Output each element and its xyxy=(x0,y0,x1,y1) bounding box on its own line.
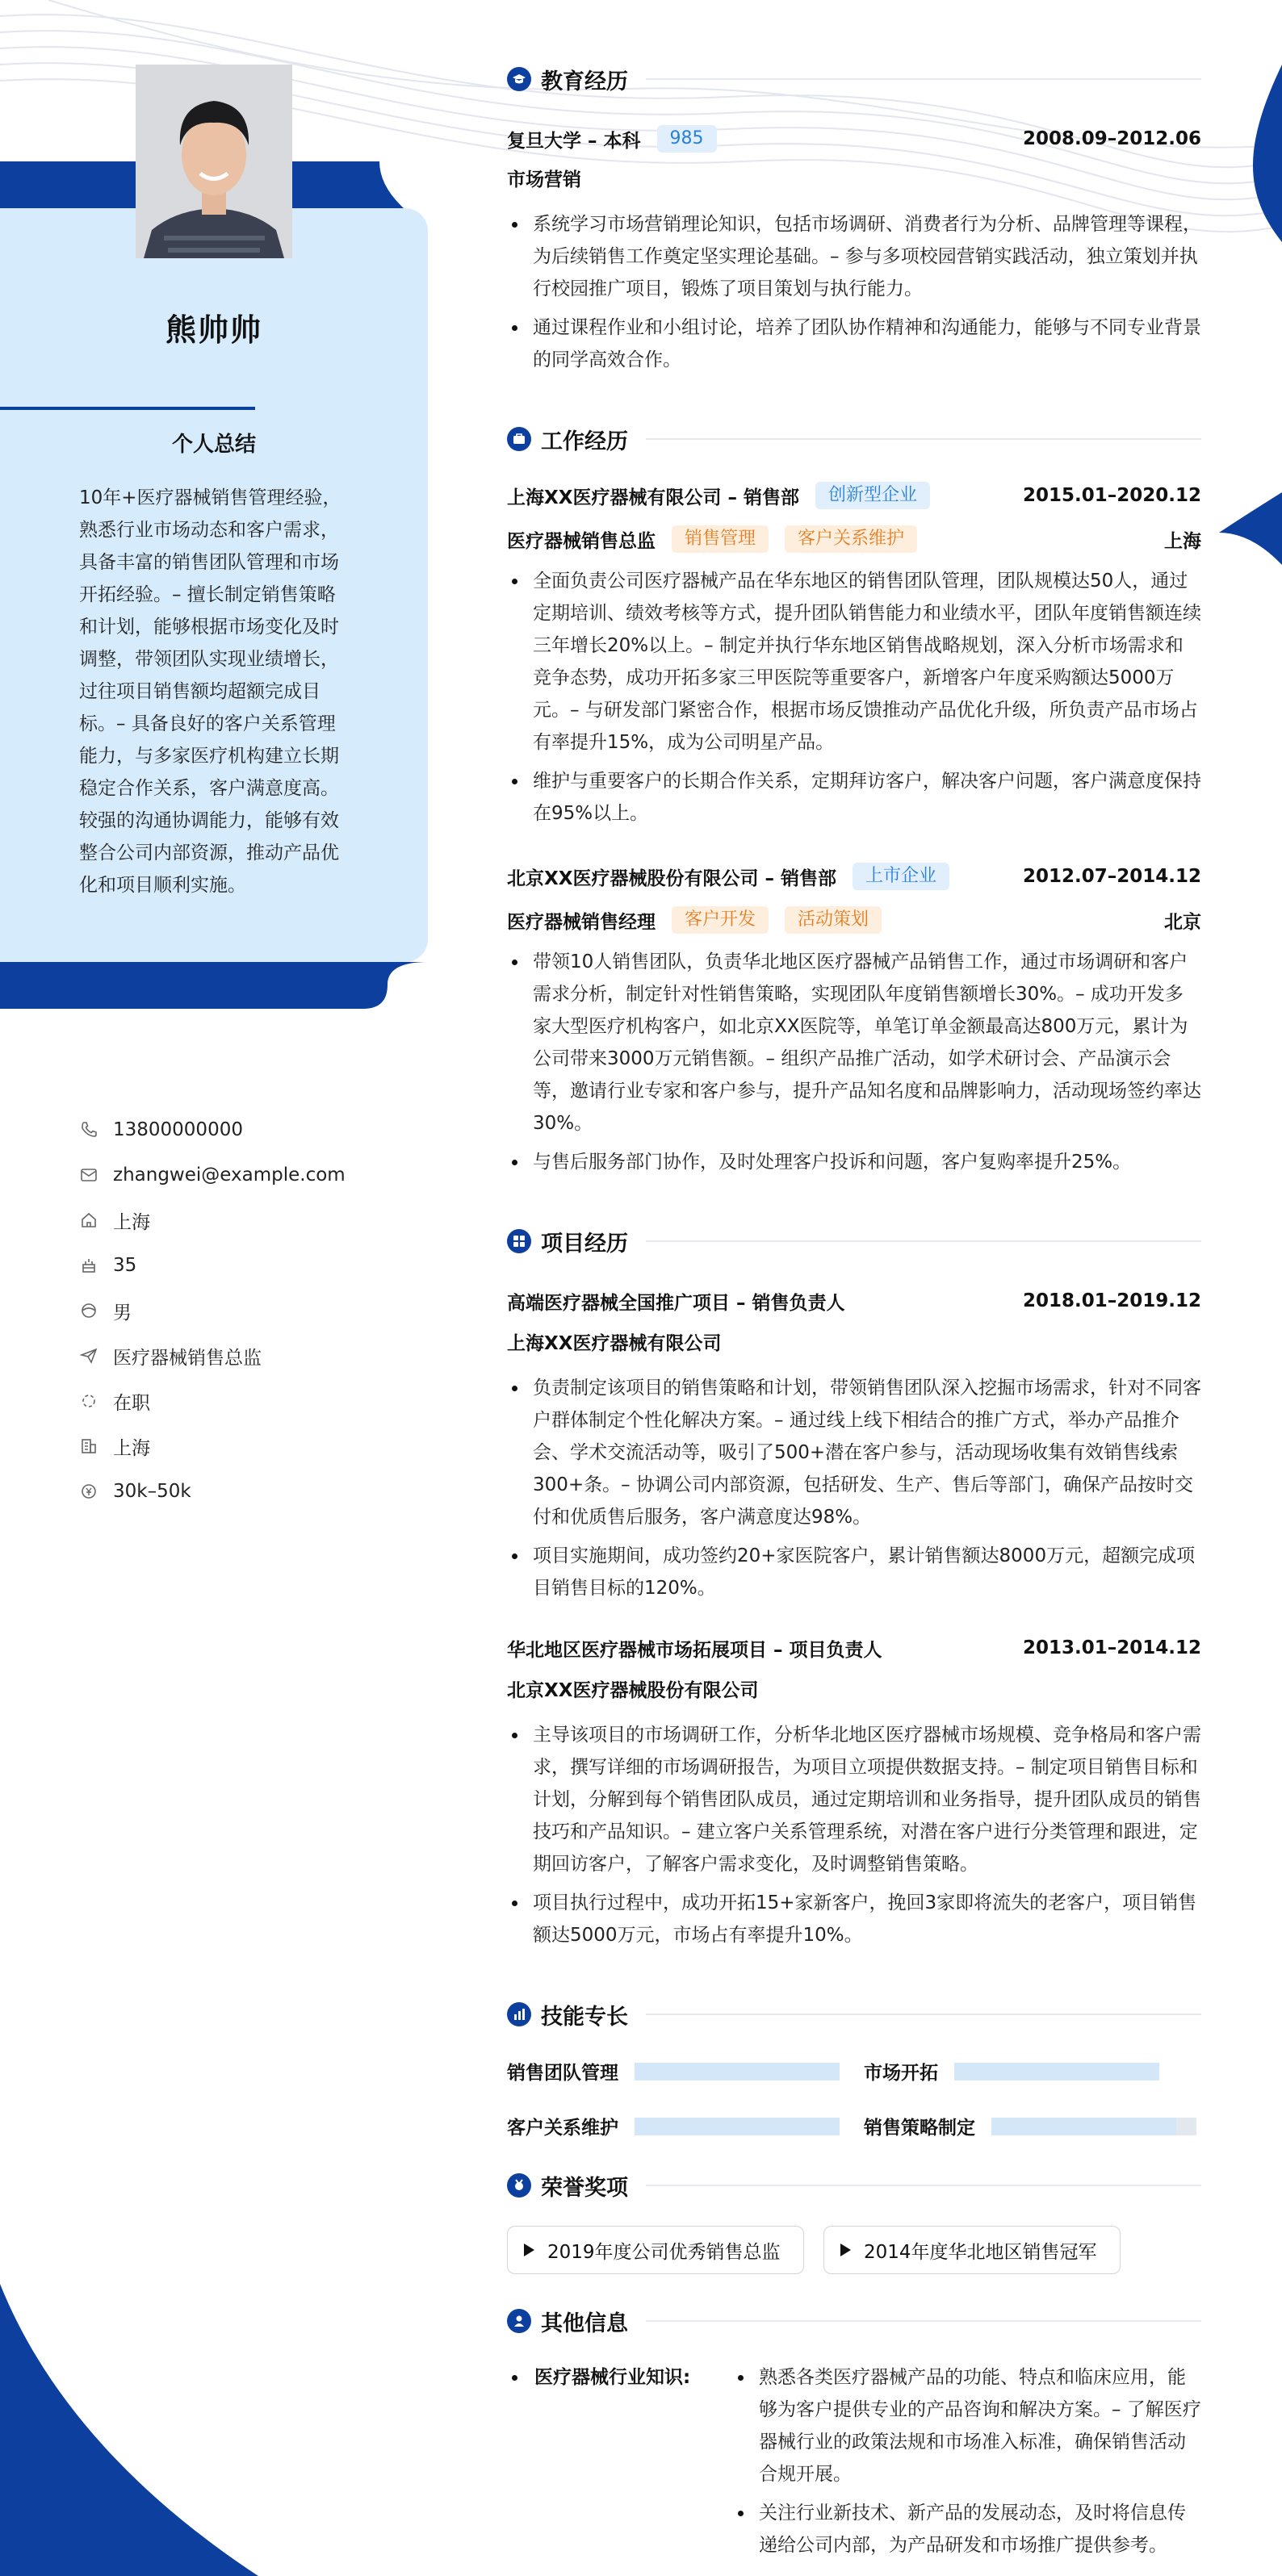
salary-icon xyxy=(79,1482,98,1501)
skill-bar xyxy=(635,2063,840,2080)
work-bullets xyxy=(507,946,1201,1178)
project-bullets xyxy=(507,1372,1201,1604)
contact-email xyxy=(79,1152,346,1198)
skill-bar xyxy=(991,2118,1196,2135)
contact-home xyxy=(79,1198,346,1243)
bar-chart-icon xyxy=(507,2002,531,2026)
award-text: 2019年度公司优秀销售总监 xyxy=(547,2241,781,2263)
bullet-item: 关注行业新技术、新产品的发展动态，及时将信息传递给公司内部，为产品研发和市场推广提供参考。 xyxy=(733,2497,1201,2561)
skill-bar xyxy=(635,2118,840,2135)
section-education xyxy=(507,63,1201,95)
other-entry xyxy=(507,2361,1201,2568)
bullet-item: 通过课程作业和小组讨论，培养了团队协作精神和沟通能力，能够与不同专业背景的同学高效合作。 xyxy=(507,312,1201,376)
skill-name: 客户关系维护 xyxy=(507,2118,618,2139)
bullet-dot xyxy=(512,2375,517,2381)
avatar xyxy=(136,65,292,258)
graduation-cap-icon xyxy=(507,67,531,91)
section-divider xyxy=(646,1240,1201,1242)
education-date: 2008.09–2012.06 xyxy=(1022,128,1201,149)
bullet-item: 与售后服务部门协作，及时处理客户投诉和问题，客户复购率提升25%。 xyxy=(507,1146,1201,1178)
contact-text: 男 xyxy=(113,1302,132,1324)
summary-text: 10年+医疗器械销售管理经验，熟悉行业市场动态和客户需求，具备丰富的销售团队管理和市场开拓经验。– 擅长制定销售策略和计划，能够根据市场变化及时调整，带领团队实现业绩增长，过往项目销售额均超额完成目标。– 具备良好的客户关系管理能力，与多家医疗机构建立长期稳定合作关系，客户满意度高。 较强的沟通协调能力，能够有效整合公司内部资源，推动产品优化和项目顺利实施。 xyxy=(79,487,341,896)
skill-item xyxy=(864,2113,1196,2139)
project-org: 上海XX医疗器械有限公司 xyxy=(507,1333,722,1354)
project-entry-2 xyxy=(507,1630,1201,1958)
summary-divider xyxy=(0,407,255,410)
contact-text: 35 xyxy=(113,1255,137,1276)
skill-item xyxy=(507,2113,840,2139)
person-icon xyxy=(507,2309,531,2333)
building-icon xyxy=(79,1436,98,1456)
education-bullets xyxy=(507,208,1201,376)
bullet-item: 维护与重要客户的长期合作关系，定期拜访客户，解决客户问题，客户满意度保持在95%以上。 xyxy=(507,765,1201,830)
bullet-item: 全面负责公司医疗器械产品在华东地区的销售团队管理，团队规模达50人，通过定期培训、绩效考核等方式，提升团队销售能力和业绩水平，团队年度销售额连续三年增长20%以上。– 制定并执行华东地区销售战略规划，深入分析市场需求和竞争态势，成功开拓多家三甲医院等重要客户，新增客户年度采购额达5000万元。– 与研发部门紧密合作，根据市场反馈推动产品优化升级，所负责产品市场占有率提升15%，成为公司明星产品。 xyxy=(507,565,1201,759)
summary-title: 个人总结 xyxy=(171,433,256,457)
other-bullets xyxy=(733,2361,1201,2568)
contact-salary xyxy=(79,1469,346,1514)
section-title: 项目经历 xyxy=(541,1231,628,1257)
contact-age xyxy=(79,1243,346,1288)
work-bullets xyxy=(507,565,1201,830)
school-name: 复旦大学 – 本科 xyxy=(507,130,641,152)
project-org: 北京XX医疗器械股份有限公司 xyxy=(507,1680,759,1701)
skill-tag: 客户关系维护 xyxy=(785,525,917,553)
skill-name: 销售团队管理 xyxy=(507,2063,618,2084)
section-title: 技能专长 xyxy=(541,2004,628,2030)
skill-name: 市场开拓 xyxy=(864,2063,938,2084)
section-projects xyxy=(507,1225,1201,1257)
section-divider xyxy=(646,78,1201,80)
bullet-item: 主导该项目的市场调研工作，分析华北地区医疗器械市场规模、竞争格局和客户需求，撰写详细的市场调研报告，为项目立项提供数据支持。– 制定项目销售目标和计划，分解到每个销售团队成员，通过定期培训和业务指导，提升团队成员的销售技巧和产品知识。– 建立客户关系管理系统，对潜在客户进行分类管理和跟进，定期回访客户，了解客户需求变化，及时调整销售策略。 xyxy=(507,1719,1201,1880)
section-title: 荣誉奖项 xyxy=(541,2175,628,2201)
contact-text: 13800000000 xyxy=(113,1119,243,1140)
company-tag: 创新型企业 xyxy=(815,482,930,509)
contact-text: zhangwei@example.com xyxy=(113,1165,346,1186)
work-city: 北京 xyxy=(1164,911,1201,933)
bullet-item: 项目实施期间，成功签约20+家医院客户，累计销售额达8000万元，超额完成项目销售目标的120%。 xyxy=(507,1540,1201,1604)
company-tag: 上市企业 xyxy=(853,863,949,890)
contact-list xyxy=(79,1107,346,1514)
project-bullets xyxy=(507,1719,1201,1951)
contact-text: 30k–50k xyxy=(113,1481,191,1502)
skill-bar xyxy=(954,2063,1159,2080)
sidebar xyxy=(0,0,452,2576)
other-label-text: 医疗器械行业知识: xyxy=(534,2367,691,2388)
other-label xyxy=(507,2361,733,2568)
skill-fill xyxy=(954,2063,1159,2080)
contact-position xyxy=(79,1333,346,1378)
contact-text: 上海 xyxy=(113,1437,150,1459)
work-date: 2015.01–2020.12 xyxy=(1022,485,1201,506)
age-icon xyxy=(79,1256,98,1275)
bullet-item: 项目执行过程中，成功开拓15+家新客户，挽回3家即将流失的老客户，项目销售额达5000万元，市场占有率提升10%。 xyxy=(507,1887,1201,1951)
section-divider xyxy=(646,2014,1201,2015)
award-text: 2014年度华北地区销售冠军 xyxy=(864,2241,1097,2263)
gender-icon xyxy=(79,1301,98,1320)
project-entry-1 xyxy=(507,1283,1201,1611)
section-divider xyxy=(646,2185,1201,2186)
contact-gender xyxy=(79,1288,346,1333)
contact-status xyxy=(79,1378,346,1424)
award-item xyxy=(823,2226,1121,2274)
project-date: 2013.01–2014.12 xyxy=(1022,1637,1201,1658)
project-date: 2018.01–2019.12 xyxy=(1022,1290,1201,1311)
contact-phone xyxy=(79,1107,346,1152)
school-tag: 985 xyxy=(657,125,717,153)
education-entry xyxy=(507,121,1201,383)
skill-fill xyxy=(635,2118,840,2135)
phone-icon xyxy=(79,1120,98,1140)
section-divider xyxy=(646,2320,1201,2322)
status-icon xyxy=(79,1391,98,1411)
bullet-item: 系统学习市场营销理论知识，包括市场调研、消费者行为分析、品牌管理等课程，为后续销售工作奠定坚实理论基础。– 参与多项校园营销实践活动，独立策划并执行校园推广项目，锻炼了项目策划与执行能力。 xyxy=(507,208,1201,305)
major: 市场营销 xyxy=(507,169,581,190)
section-other xyxy=(507,2305,1201,2337)
skill-fill xyxy=(635,2063,840,2080)
skill-name: 销售策略制定 xyxy=(864,2118,975,2139)
award-item xyxy=(507,2226,804,2274)
project-name: 华北地区医疗器械市场拓展项目 – 项目负责人 xyxy=(507,1639,882,1661)
skill-tag: 活动策划 xyxy=(785,906,882,934)
contact-text: 医疗器械销售总监 xyxy=(113,1347,262,1369)
bullet-item: 熟悉各类医疗器械产品的功能、特点和临床应用，能够为客户提供专业的产品咨询和解决方案。– 了解医疗器械行业的政策法规和市场准入标准，确保销售活动合规开展。 xyxy=(733,2361,1201,2490)
play-icon xyxy=(524,2244,534,2256)
skill-tag: 客户开发 xyxy=(672,906,769,934)
section-title: 教育经历 xyxy=(541,69,628,94)
section-awards xyxy=(507,2169,1201,2202)
section-divider xyxy=(646,438,1201,440)
section-title: 工作经历 xyxy=(541,429,628,454)
work-city: 上海 xyxy=(1164,530,1201,552)
skill-item xyxy=(864,2058,1159,2085)
work-entry-2 xyxy=(507,859,1201,1185)
section-skills xyxy=(507,1998,1201,2030)
contact-text: 上海 xyxy=(113,1211,150,1233)
company-name: 上海XX医疗器械有限公司 – 销售部 xyxy=(507,487,799,508)
skill-fill xyxy=(991,2118,1176,2135)
contact-city xyxy=(79,1424,346,1469)
medal-icon xyxy=(507,2173,531,2198)
briefcase-icon xyxy=(507,427,531,451)
section-work xyxy=(507,423,1201,455)
work-entry-1 xyxy=(507,478,1201,836)
send-icon xyxy=(79,1346,98,1365)
bullet-item: 负责制定该项目的销售策略和计划，带领销售团队深入挖掘市场需求，针对不同客户群体制定个性化解决方案。– 通过线上线下相结合的推广方式，举办产品推介会、学术交流活动等，吸引了500+潜在客户参与，活动现场收集有效销售线索300+条。– 协调公司内部资源，包括研发、生产、售后等部门，确保产品按时交付和优质售后服务，客户满意度达98%。 xyxy=(507,1372,1201,1533)
candidate-name: 熊帅帅 xyxy=(165,312,262,348)
grid-icon xyxy=(507,1229,531,1253)
section-title: 其他信息 xyxy=(541,2310,628,2336)
project-name: 高端医疗器械全国推广项目 – 销售负责人 xyxy=(507,1292,845,1314)
company-name: 北京XX医疗器械股份有限公司 – 销售部 xyxy=(507,868,836,889)
position-title: 医疗器械销售经理 xyxy=(507,911,656,933)
contact-text: 在职 xyxy=(113,1392,150,1414)
bullet-item: 带领10人销售团队，负责华北地区医疗器械产品销售工作，通过市场调研和客户需求分析，制定针对性销售策略，实现团队年度销售额增长30%。– 成功开发多家大型医疗机构客户，如北京XX医院等，单笔订单金额最高达800万元，累计为公司带来3000万元销售额。– 组织产品推广活动，如学术研讨会、产品演示会等，邀请行业专家和客户参与，提升产品知名度和品牌影响力，活动现场签约率达30%。 xyxy=(507,946,1201,1140)
work-date: 2012.07–2014.12 xyxy=(1022,866,1201,887)
skill-item xyxy=(507,2058,840,2085)
home-icon xyxy=(79,1211,98,1230)
play-icon xyxy=(840,2244,851,2256)
position-title: 医疗器械销售总监 xyxy=(507,530,656,552)
skill-tag: 销售管理 xyxy=(672,525,769,553)
email-icon xyxy=(79,1165,98,1185)
